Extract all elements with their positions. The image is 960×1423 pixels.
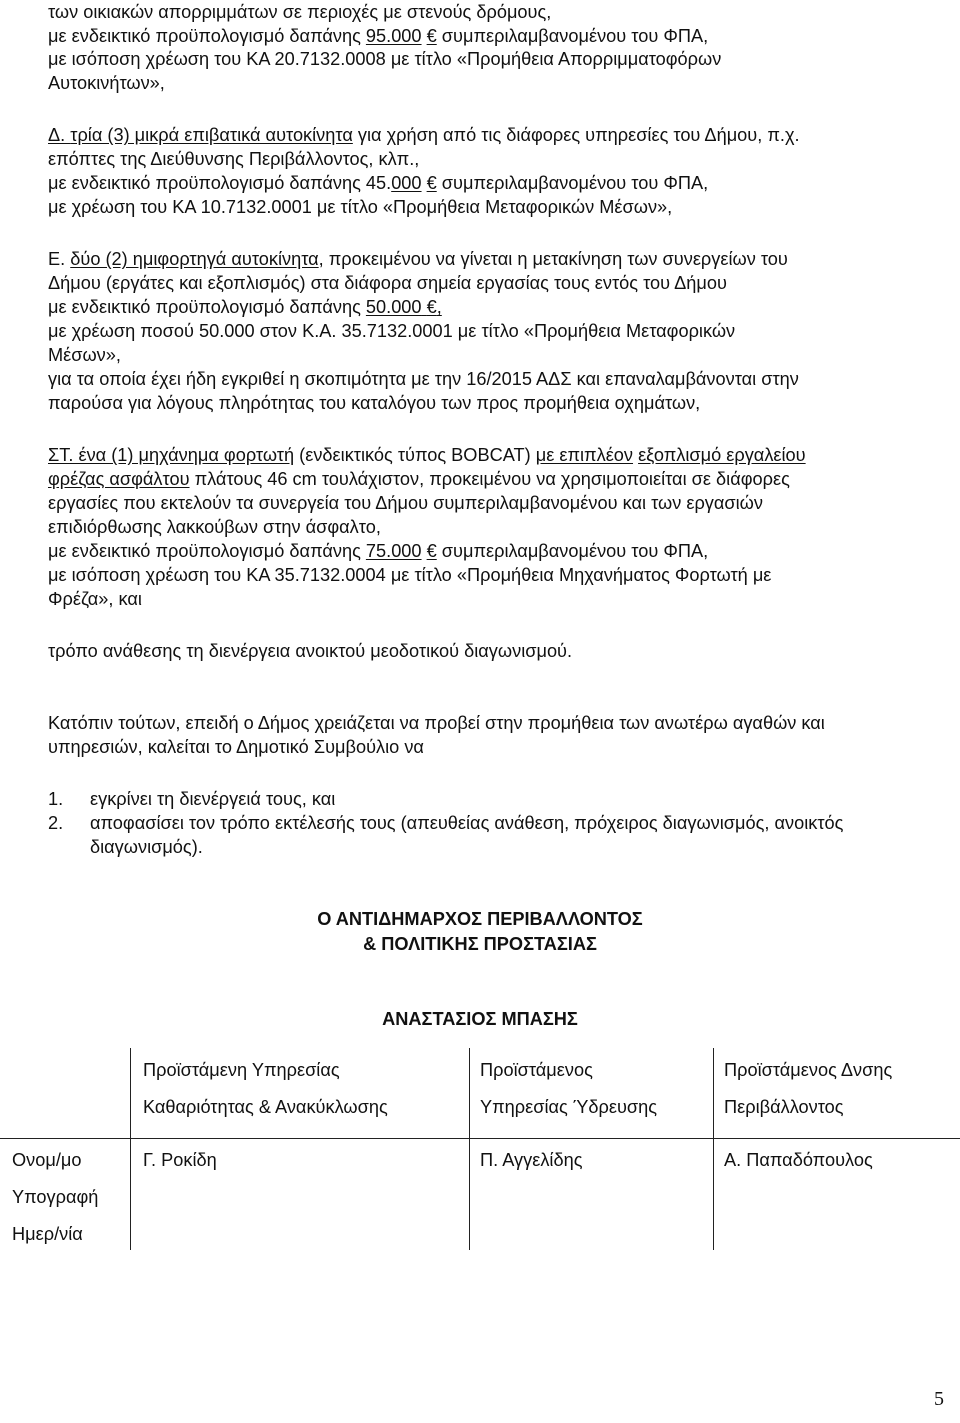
text-line: με χρέωση του ΚΑ 10.7132.0001 με τίτλο «Προμήθεια Μεταφορικών Μέσων», (48, 197, 673, 217)
text: με ενδεικτικό προϋπολογισμό δαπάνης 45. (48, 173, 392, 193)
text: φρέζας ασφάλτου (48, 469, 190, 489)
item-subject: δύο (2) ημιφορτηγά αυτοκίνητα (70, 249, 319, 269)
list-text: αποφασίσει τον τρόπο εκτέλεσής τους (απευθείας ανάθεση, πρόχειρος διαγωνισμός, ανοικτός (90, 813, 844, 833)
text-line: με ισόποση χρέωση του ΚΑ 20.7132.0008 με τίτλο «Προμήθεια Απορριμματοφόρων (48, 49, 722, 69)
text: με ενδεικτικό προϋπολογισμό δαπάνης (48, 541, 366, 561)
item-e-line (48, 247, 788, 271)
table-divider (713, 1048, 714, 1250)
table-cell: Γ. Ροκίδη (143, 1150, 217, 1170)
text-line: Μέσων», (48, 345, 121, 365)
text-line: παρούσα για λόγους πληρότητας του καταλόγου των προς προμήθεια οχημάτων, (48, 393, 701, 413)
text: συμπεριλαμβανομένου του ΦΠΑ, (436, 26, 709, 46)
text: με ενδεικτικό προϋπολογισμό δαπάνης (48, 26, 366, 46)
text-line (48, 171, 708, 195)
euro-symbol: € (426, 173, 437, 193)
item-d-line (48, 123, 800, 147)
column-header: Προϊστάμενος Δνσης (724, 1060, 893, 1080)
text-line: των οικιακών απορριμμάτων σε περιοχές με στενούς δρόμους, (48, 2, 552, 22)
text-line: επιδιόρθωσης λακκούβων στην άσφαλτο, (48, 517, 381, 537)
conclusion-line: υπηρεσιών, καλείται το Δημοτικό Συμβούλιο να (48, 737, 424, 757)
item-label: Ε. (48, 249, 71, 269)
signatory-title: Ο ΑΝΤΙΔΗΜΑΡΧΟΣ ΠΕΡΙΒΑΛΛΟΝΤΟΣ (317, 909, 643, 929)
euro-symbol: € (426, 297, 437, 317)
text: , (436, 297, 442, 317)
column-header: Προϊστάμενος (480, 1060, 593, 1080)
text-line: για τα οποία έχει ήδη εγκριθεί η σκοπιμότητα με την 16/2015 ΑΔΣ και επαναλαμβάνονται στην (48, 369, 799, 389)
text-line: Αυτοκινήτων», (48, 73, 165, 93)
list-item (48, 835, 203, 859)
row-label: Ονομ/μο (12, 1150, 82, 1170)
text: με ενδεικτικό προϋπολογισμό δαπάνης (48, 297, 366, 317)
list-item (48, 787, 335, 811)
text-line: επόπτες της Διεύθυνσης Περιβάλλοντος, κλπ., (48, 149, 420, 169)
table-cell: Α. Παπαδόπουλος (724, 1150, 873, 1170)
item-subject: ΣΤ. ένα (1) μηχάνημα φορτωτή (48, 445, 295, 465)
text: συμπεριλαμβανομένου του ΦΠΑ, (436, 541, 709, 561)
column-header: Περιβάλλοντος (724, 1097, 844, 1117)
column-header: Υπηρεσίας Ύδρευσης (480, 1097, 658, 1117)
amount: 50.000 (365, 297, 422, 317)
text-line (48, 295, 442, 319)
text-line (48, 539, 708, 563)
text-line: με ισόποση χρέωση του ΚΑ 35.7132.0004 με τίτλο «Προμήθεια Μηχανήματος Φορτωτή με (48, 565, 772, 585)
euro-symbol: € (426, 26, 437, 46)
amount: 75.000 (365, 541, 422, 561)
text: (ενδεικτικός τύπος BOBCAT) (294, 445, 536, 465)
text: πλάτους 46 cm τουλάχιστον, προκειμένου να χρησιμοποιείται σε διάφορες (189, 469, 790, 489)
signatory-title: & ΠΟΛΙΤΙΚΗΣ ΠΡΟΣΤΑΣΙΑΣ (363, 934, 597, 954)
text: με επιπλέον (535, 445, 634, 465)
item-subject: τρία (3) μικρά επιβατικά αυτοκίνητα (70, 125, 353, 145)
award-method-line: τρόπο ανάθεσης τη διενέργεια ανοικτού μεοδοτικού διαγωνισμού. (48, 641, 573, 661)
amount: 000 (391, 173, 422, 193)
list-text: διαγωνισμός). (90, 837, 203, 857)
text-line: Δήμου (εργάτες και εξοπλισμός) στα διάφορα σημεία εργασίας τους εντός του Δήμου (48, 273, 727, 293)
column-header: Καθαριότητας & Ανακύκλωσης (143, 1097, 388, 1117)
item-label: Δ. (48, 125, 71, 145)
text: για χρήση από τις διάφορες υπηρεσίες του Δήμου, π.χ. (352, 125, 800, 145)
list-text: εγκρίνει τη διενέργειά τους, και (90, 789, 336, 809)
text-line: εργασίες που εκτελούν τα συνεργεία του Δήμου συμπεριλαμβανομένου και των εργασιών (48, 493, 763, 513)
text-line (48, 319, 735, 343)
amount: 95.000 (365, 26, 422, 46)
table-divider (469, 1048, 470, 1250)
text-line (48, 467, 790, 491)
euro-symbol: € (426, 541, 437, 561)
text: , προκειμένου να γίνεται η μετακίνηση των συνεργείων του (318, 249, 788, 269)
row-label: Ημερ/νία (12, 1224, 83, 1244)
list-number: 1. (48, 789, 64, 809)
text-line: Φρέζα», και (48, 589, 142, 609)
list-item (48, 811, 843, 835)
column-header: Προϊστάμενη Υπηρεσίας (143, 1060, 340, 1080)
row-label: Υπογραφή (12, 1187, 99, 1207)
table-divider (130, 1048, 131, 1250)
text: με χρέωση ποσού 50.000 στον Κ.Α. 35.7132.0001 με τίτλο «Προμήθεια Μεταφορικών (48, 321, 736, 341)
page-number: 5 (934, 1388, 944, 1410)
text: εξοπλισμό εργαλείου (638, 445, 806, 465)
conclusion-line: Κατόπιν τούτων, επειδή ο Δήμος χρειάζεται να προβεί στην προμήθεια των ανωτέρω αγαθών και (48, 713, 825, 733)
signatory-name: ΑΝΑΣΤΑΣΙΟΣ ΜΠΑΣΗΣ (382, 1009, 578, 1029)
text: συμπεριλαμβανομένου του ΦΠΑ, (436, 173, 709, 193)
text-line (48, 24, 708, 48)
table-divider (0, 1138, 960, 1139)
list-number: 2. (48, 813, 64, 833)
table-cell: Π. Αγγελίδης (480, 1150, 583, 1170)
item-st-line (48, 443, 806, 467)
